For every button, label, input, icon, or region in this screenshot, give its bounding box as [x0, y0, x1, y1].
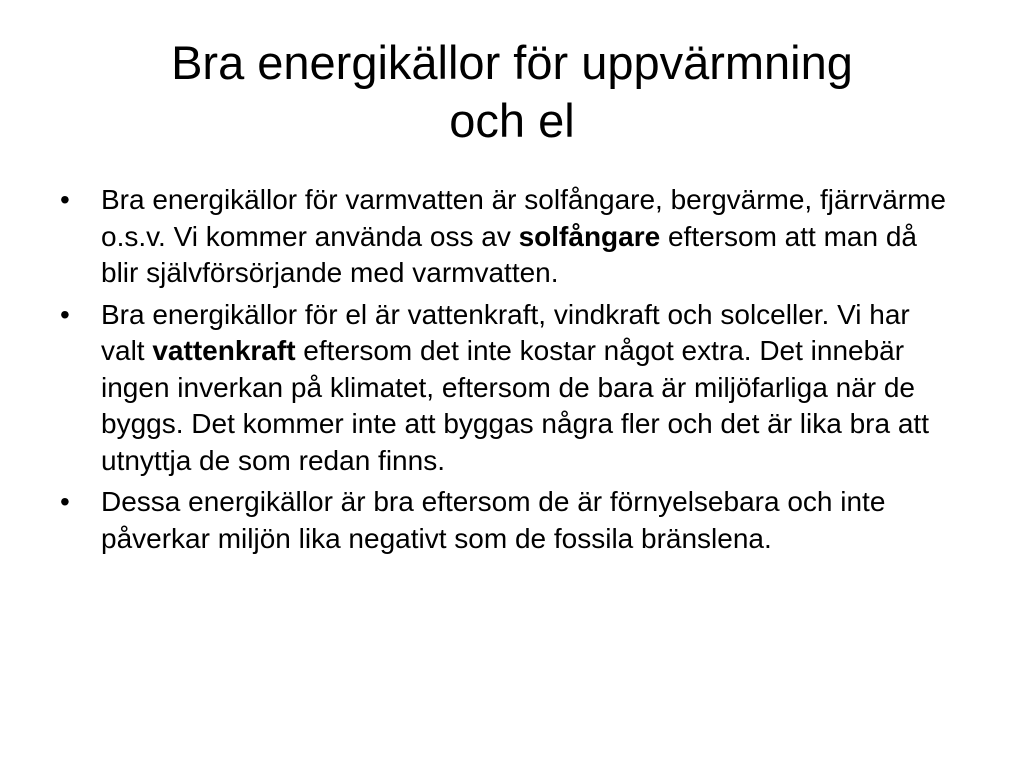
- bullet-text-bold: vattenkraft: [152, 335, 296, 366]
- bullet-text: [101, 184, 946, 288]
- bullet-text-before: Dessa energikällor är bra eftersom de är förnyelsebara och inte påverkar miljön lika negativt som de fossila bränslena.: [101, 486, 886, 554]
- slide-title: [60, 34, 964, 150]
- slide-title-line-1: Bra energikällor för uppvärmning: [171, 36, 853, 89]
- bullet-text-after: eftersom det inte kostar något extra. Det innebär ingen inverkan på klimatet, eftersom de bara är miljöfarliga när de byggs. Det kommer inte att byggas några fler och det är lika bra att utnyttja de som redan finns.: [101, 335, 929, 476]
- bullet-item-solar-collectors: [58, 182, 958, 292]
- bullet-item-hydropower: [58, 297, 958, 480]
- bullet-list: [58, 182, 958, 562]
- bullet-dot-icon: •: [60, 298, 70, 330]
- bullet-dot-icon: •: [60, 184, 70, 215]
- bullet-text: [101, 486, 885, 554]
- slide-title-line-2: och el: [449, 94, 575, 147]
- bullet-text-after: eftersom att man då blir självförsörjande med varmvatten.: [101, 220, 917, 288]
- bullet-text-bold: solfångare: [518, 220, 661, 252]
- bullet-text-before: Bra energikällor för el är vattenkraft, vindkraft och solceller. Vi har valt: [101, 298, 910, 366]
- bullet-text-before: Bra energikällor för varmvatten är solfångare, bergvärme, fjärrvärme o.s.v. Vi kommer använda oss av: [101, 184, 947, 252]
- bullet-dot-icon: •: [60, 486, 70, 517]
- bullet-item-renewable: [58, 484, 958, 557]
- bullet-text: [101, 299, 929, 476]
